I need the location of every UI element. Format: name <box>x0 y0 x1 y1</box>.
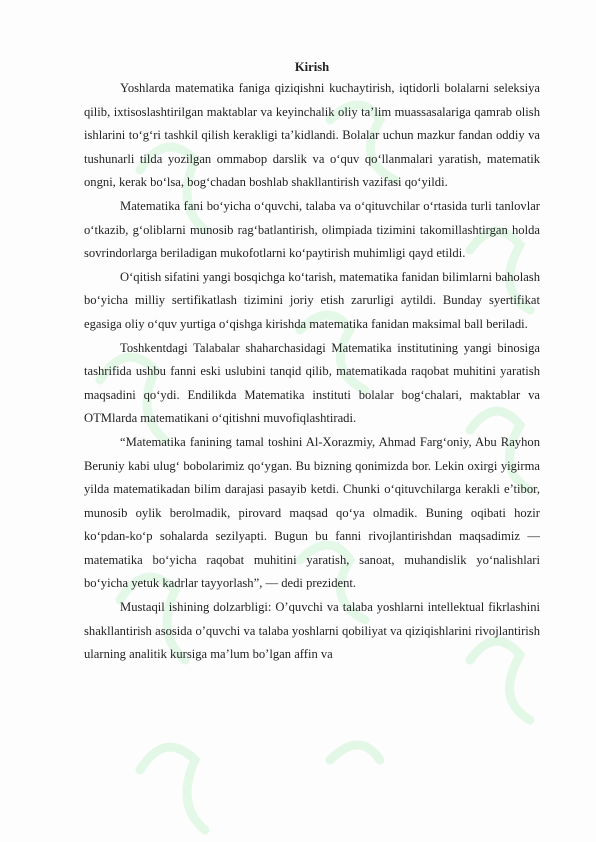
paragraph-1: Yoshlarda matematika faniga qiziqishni kuchaytirish, iqtidorli bolalarni seleksiya qilib, ixtisoslashtirilgan maktablar va keyinchalik oliy ta’lim muassasalariga qamrab olish ishlarini to‘g‘ri tashkil qilish kerakligi ta’kidlandi. Bolalar uchun mazkur fandan oddiy va tushunarli tilda yozilgan ommabop darslik va o‘quv qo‘llanmalari yaratish, matematik ongni, kerak bo‘lsa, bog‘chadan boshlab shakllantirish vazifasi qo‘yildi. <box>84 81 540 190</box>
watermark-stroke <box>330 745 380 760</box>
paragraph-6: Mustaqil ishining dolzarbligi: O’quvchi va talaba yoshlarni intellektual fikrlashini shakllantirish asosida o’quvchi va talaba yoshlarni qobiliyat va qiziqishlarini rivojlantirish ularning analitik kursiga ma’lum bo’lgan affin va <box>84 600 540 662</box>
paragraph-4: Toshkentdagi Talabalar shaharchasidagi Matematika institutining yangi binosiga tashrifida ushbu fanni eski uslubini tanqid qilib, matematikada raqobat muhitini yaratish maqsadini qo‘ydi. Endilikda Matematika instituti bolalar bog‘chalari, maktablar va OTMlarda matematikani o‘qitishni muvofiqlashtiradi. <box>84 340 540 426</box>
paragraph-3: O‘qitish sifatini yangi bosqichga ko‘tarish, matematika fanidan bilimlarni baholash bo‘yicha milliy sertifikatlash tizimini joriy etish zarurligi aytildi. Bunday syertifikat egasiga oliy o‘quv yurtiga o‘qishga kirishda matematika fanidan maksimal ball beriladi. <box>84 269 540 331</box>
document-body <box>84 58 540 667</box>
paragraph-2: Matematika fani bo‘yicha o‘quvchi, talaba va o‘qituvchilar o‘rtasida turli tanlovlar o‘tkazib, g‘oliblarni munosib rag‘batlantirish, olimpiada tizimini takomillashtirgan holda sovrindorlarga beriladigan mukofotlarni ko‘paytirish muhimligi qayd etildi. <box>84 198 540 261</box>
paragraph-5: “Matematika fanining tamal toshini Al-Xorazmiy, Ahmad Farg‘oniy, Abu Rayhon Beruniy kabi ulug‘ bobolarimiz qo‘ygan. Bu bizning qonimizda bor. Lekin oxirgi yigirma yilda matematikadan bilim darajasi pasayib ketdi. Chunki o‘qituvchilarga kerakli e’tibor, munosib oylik berolmadik, pirovard maqsad qo‘ya olmadik. Buning oqibati hozir ko‘pdan-ko‘p sohalarda sezilyapti. Bugun bu fanni rivojlantirishdan maqsadimiz — matematika bo‘yicha raqobat muhitini yaratish, sanoat, muhandislik yo‘nalishlari bo‘yicha yetuk kadrlar tayyorlash”, — dedi prezident. <box>84 434 540 591</box>
watermark-stroke <box>140 747 205 830</box>
document-title: Kirish <box>294 60 330 74</box>
